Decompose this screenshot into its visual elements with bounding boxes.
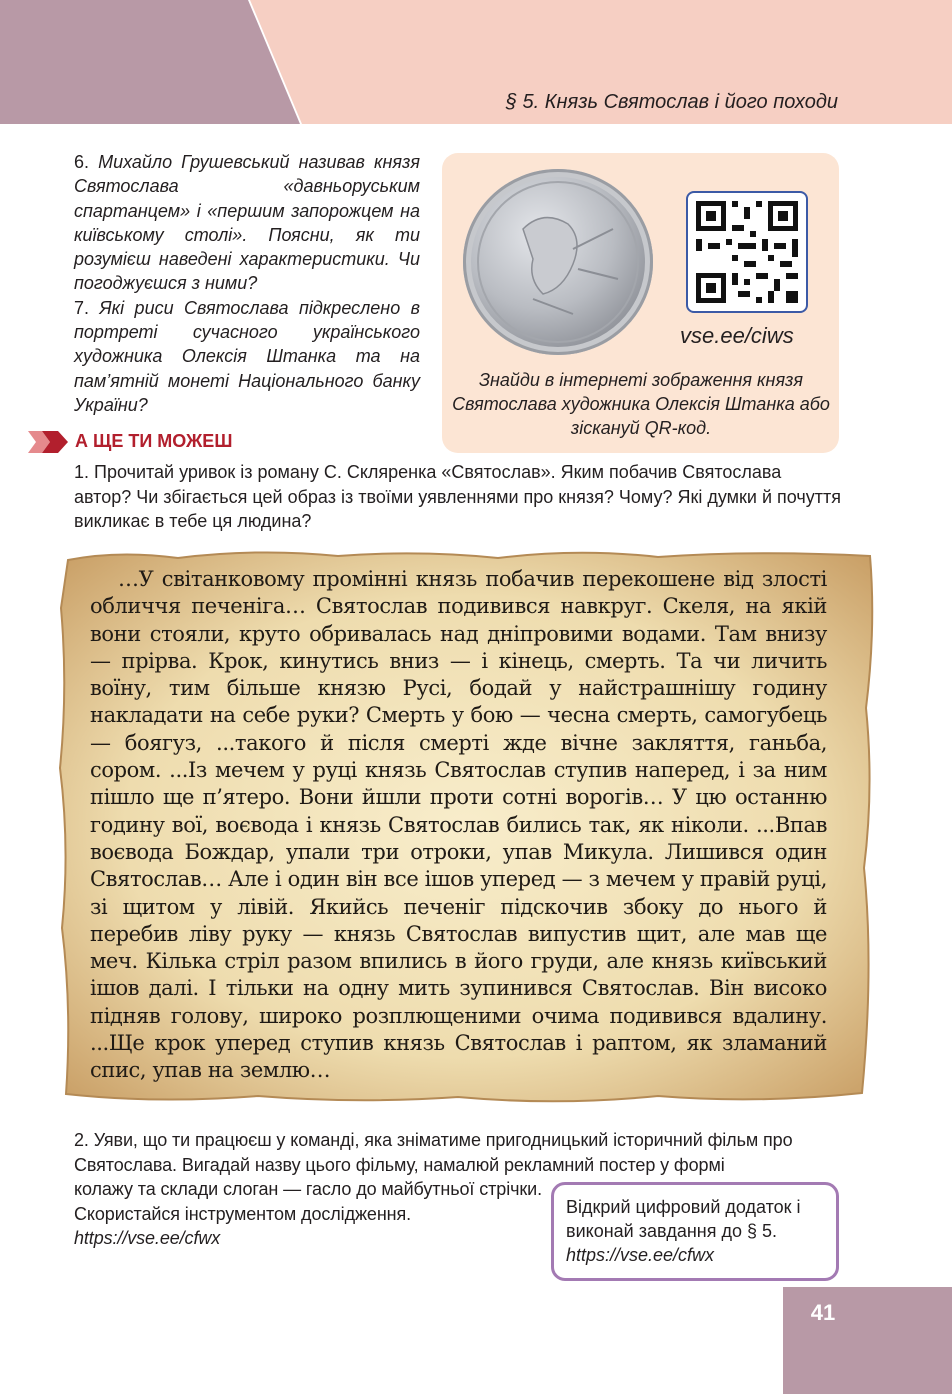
task-1: 1. Прочитай уривок із роману С. Скляренка «Святослав». Яким побачив Святослава автор? Чи збігається цей образ із твоїми уявленнями про князя? Чому? Які думки й почуття викликає в тебе ця людина?	[74, 462, 841, 531]
question-text: Які риси Святослава підкреслено в портреті сучасного українського художника Олексія Штанка та на пам’ятній монеті Національного банку України?	[74, 297, 420, 415]
question-text: Михайло Грушевський називав князя Святослава «давньоруським спартанцем» і «першим запорожцем на київському столі». Поясни, як ти розумієш наведені характеристики. Чи погоджуєшся з ними?	[74, 152, 420, 294]
info-caption: Знайди в інтернеті зображення князя Святослава художника Олексія Штанка або зіскануй QR-код.	[452, 370, 830, 438]
novel-excerpt	[90, 566, 827, 1085]
task-2-continuation	[74, 1177, 544, 1251]
coin-relief-icon	[463, 169, 653, 355]
questions-block	[74, 150, 420, 417]
question-6	[74, 150, 420, 296]
task-2-intro: 2. Уяви, що ти працюєш у команді, яка зніматиме пригодницький історичний фільм про Святослава. Вигадай назву цього фільму, намалюй рекламний постер у формі	[74, 1130, 793, 1175]
qr-code[interactable]	[686, 191, 808, 313]
qr-short-link[interactable]: vse.ee/ciws	[680, 323, 794, 348]
digital-app-instruction: Відкрий цифровий додаток і виконай завдання до § 5.	[566, 1197, 801, 1241]
question-number: 7.	[74, 297, 90, 318]
question-number: 6.	[74, 152, 90, 172]
question-7	[74, 296, 420, 417]
section-title: А ЩЕ ТИ МОЖЕШ	[75, 431, 233, 451]
task-2-text: колажу та склади слоган — гасло до майбутньої стрічки. Скористайся інструментом дослідження.	[74, 1179, 542, 1224]
page-number: 41	[810, 1300, 836, 1325]
page-header-title: § 5. Князь Святослав і його походи	[505, 91, 838, 113]
excerpt-text: …У світанковому промінні князь побачив перекошене від злості обличчя печеніга… Святослав подивився навкруг. Скеля, на якій вони стояли, круто обривалась над дніпровими водами. Там внизу — прірва. Крок, кинутись вниз — і кінець, смерть. Та чи личить воїну, тим більше князю Русі, бодай у найстрашнішу годину накладати на себе руки? Смерть у бою — чесна смерть, самогубець — боягуз, ...такого й після смерті жде вічне закляття, ганьба, сором. ...Із мечем у руці князь Святослав ступив наперед, і за ним пішло ще п’ятеро. Вони йшли проти сотні ворогів… У цю останню годину вої, воєвода і князь Святослав бились так, як ніколи. ...Впав воєвода Бождар, упали три отроки, упав Микула. Лишився один Святослав… Але і один він все ішов уперед — з мечем у правій руці, зі щитом у лівій. Якийсь печеніг підскочив збоку до нього й перебив ліву руку — князь Святослав випустив щит, але мав ще меч. Кілька стріл разом впились в його груди, але князь київський ішов далі. І тільки на одну мить зупинився Святослав. Він високо підняв голову, широко розплющеними очима подивився вдалину. ...Ще крок уперед ступив князь Святослав і раптом, як зламаний спис, упав на землю…	[90, 567, 827, 1083]
commemorative-coin-image	[463, 169, 653, 355]
digital-app-link[interactable]: https://vse.ee/cfwx	[566, 1245, 715, 1265]
header-left-band	[0, 0, 300, 124]
double-chevron-icon	[28, 431, 68, 453]
digital-app-text	[566, 1195, 828, 1267]
task-2-link[interactable]: https://vse.ee/cfwx	[74, 1228, 221, 1248]
qr-code-icon	[688, 193, 806, 311]
